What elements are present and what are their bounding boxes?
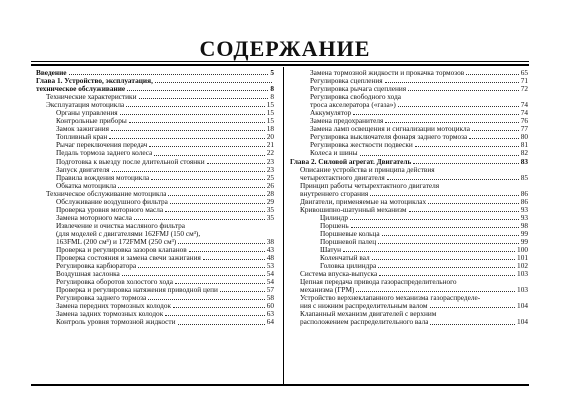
toc-entry-title: Замена задних тормозных колодок <box>56 310 164 319</box>
toc-entry-page: 58 <box>266 293 274 303</box>
toc-entry <box>36 125 274 133</box>
toc-entry-page: 98 <box>520 220 528 230</box>
dot-leader <box>126 106 264 107</box>
toc-entry <box>290 117 528 125</box>
toc-entry-title: Замок зажигания <box>56 125 109 134</box>
dot-leader <box>139 98 269 99</box>
toc-entry <box>36 109 274 117</box>
toc-entry-title: Регулировка карбюратора <box>56 262 137 271</box>
dot-leader <box>408 90 519 91</box>
toc-entry-title: Проверка и регулировка натяжения приводной цепи <box>56 286 218 295</box>
toc-entry-page: 85 <box>520 172 528 182</box>
toc-entry-title: Воздушная заслонка <box>56 270 120 279</box>
toc-entry-page: 35 <box>266 204 274 214</box>
toc-entry <box>290 294 528 302</box>
dot-leader <box>370 195 518 196</box>
dot-leader <box>356 291 515 292</box>
toc-entry-page: 18 <box>266 124 274 134</box>
toc-entry <box>290 278 528 286</box>
toc-entry-title: Система впуска-выпуска <box>300 270 378 279</box>
dot-leader <box>385 82 519 83</box>
toc-entry-title: Кривошипно-шатунный механизм <box>300 205 407 214</box>
toc-entry-page: 80 <box>520 132 528 142</box>
toc-entry-page: 26 <box>266 180 274 190</box>
dot-leader <box>382 235 519 236</box>
toc-entry-title: механизма (ГРМ) <box>300 286 355 295</box>
toc-entry-title: Контрольные приборы <box>56 117 127 126</box>
toc-entry <box>36 302 274 310</box>
page-title: СОДЕРЖАНИЕ <box>199 36 371 61</box>
toc-entry-page: 63 <box>266 309 274 319</box>
toc-entry-page: 102 <box>517 261 528 271</box>
dot-leader <box>378 243 519 244</box>
toc-entry <box>36 206 274 214</box>
dot-leader <box>469 138 518 139</box>
toc-entry-title: Регулировка свободного хода <box>310 92 402 102</box>
toc-entry <box>290 166 528 174</box>
toc-entry-page: 99 <box>520 228 528 238</box>
dot-leader <box>134 219 265 220</box>
dot-leader <box>170 203 265 204</box>
toc-right-column <box>290 69 528 327</box>
dot-leader <box>343 251 515 252</box>
toc-entry-title: Подготовка к выезду после длительной стоянки <box>56 157 205 166</box>
toc-entry-page: 43 <box>266 245 274 255</box>
toc-entry-title: Правила вождения мотоцикла <box>56 173 150 182</box>
dot-leader <box>122 275 265 276</box>
dot-leader <box>360 155 519 156</box>
toc-entry-title: (для моделей с двигателями 162FMJ (150 см³), <box>56 228 201 238</box>
toc-entry-page: 21 <box>266 140 274 150</box>
toc-left-column <box>36 69 274 327</box>
toc-entry-title: Замена ламп освещения и сигнализации мотоцикла <box>310 125 470 134</box>
toc-entry-title: четырехтактного двигателя <box>300 173 385 182</box>
toc-entry-title: Техническое обслуживание мотоцикла <box>46 189 167 198</box>
toc-entry-title: Эксплуатация мотоцикла <box>46 101 125 110</box>
toc-entry <box>290 214 528 222</box>
dot-leader <box>178 243 264 244</box>
toc-entry-page: 101 <box>517 253 528 263</box>
toc-entry-page: 93 <box>520 204 528 214</box>
toc-entry-page: 83 <box>520 156 528 166</box>
toc-entry-title: Принцип работы четырехтактного двигателя <box>300 180 440 190</box>
toc-entry-title: Поршень <box>320 221 349 230</box>
dot-leader <box>175 283 265 284</box>
dot-leader <box>409 211 519 212</box>
dot-leader <box>203 259 265 260</box>
dot-leader <box>165 211 265 212</box>
toc-entry-page: 104 <box>517 317 528 327</box>
toc-entry-title: Обслуживание воздушного фильтра <box>56 197 168 206</box>
title-rule-thick <box>31 64 529 66</box>
dot-leader <box>151 179 265 180</box>
dot-leader <box>379 275 515 276</box>
toc-entry-title: Цилиндр <box>320 213 348 222</box>
toc-entry-page: 103 <box>517 269 528 279</box>
toc-entry <box>290 69 528 77</box>
toc-entry-title: Поршневой палец <box>320 237 377 246</box>
toc-entry-title: Проверка уровня моторного масла <box>56 205 164 214</box>
toc-entry-title: Технические характеристики <box>46 93 137 102</box>
toc-entry-page: 23 <box>266 164 274 174</box>
toc-entry <box>290 198 528 206</box>
dot-leader <box>155 82 272 83</box>
toc-entry-title: ния с нижним распределительным валом <box>300 302 428 311</box>
toc-entry-title: 163FML (200 см³) и 172FMM (250 см³) <box>56 237 177 246</box>
dot-leader <box>138 267 265 268</box>
toc-entry-page: 28 <box>266 188 274 198</box>
toc-entry-page: 93 <box>520 212 528 222</box>
dot-leader <box>165 315 264 316</box>
toc-entry-page: 5 <box>270 68 274 77</box>
toc-entry-title: Запуск двигателя <box>56 165 110 174</box>
toc-entry-page: 29 <box>266 196 274 206</box>
dot-leader <box>109 138 264 139</box>
toc-entry-title: Топливный кран <box>56 133 108 142</box>
toc-entry <box>36 230 274 238</box>
toc-entry <box>36 101 274 109</box>
dot-leader <box>430 307 516 308</box>
toc-entry-title: Рычаг переключения передач <box>56 141 148 150</box>
toc-entry-title: Головка цилиндра <box>320 262 377 271</box>
toc-entry-page: 48 <box>266 253 274 263</box>
toc-entry-page: 86 <box>520 196 528 206</box>
dot-leader <box>189 251 265 252</box>
dot-leader <box>112 171 265 172</box>
dot-leader <box>372 259 515 260</box>
toc-entry-page: 100 <box>517 245 528 255</box>
dot-leader <box>387 179 519 180</box>
toc-entry-title: Глава 1. Устройство, эксплуатация, <box>36 77 153 86</box>
toc-entry-page: 38 <box>266 236 274 246</box>
toc-entry <box>36 270 274 278</box>
toc-entry <box>36 190 274 198</box>
toc-entry-title: Замена предохранителя <box>310 117 384 126</box>
toc-entry-page: 86 <box>520 188 528 198</box>
dot-leader <box>428 203 519 204</box>
toc-entry-title: троса акселератора («газа») <box>310 101 396 110</box>
toc-entry-page: 54 <box>266 277 274 287</box>
toc-entry-page: 77 <box>520 124 528 134</box>
toc-entry-page: 20 <box>266 132 274 142</box>
toc-entry-page: 81 <box>520 140 528 150</box>
toc-entry-page: 60 <box>266 301 274 311</box>
toc-entry-title: Клапанный механизм двигателей с верхним <box>300 309 437 319</box>
toc-entry-page: 54 <box>266 269 274 279</box>
toc-entry <box>290 133 528 141</box>
toc-entry-title: Педаль тормоза заднего колеса <box>56 149 153 158</box>
toc-entry-title: Коленчатый вал <box>320 254 370 263</box>
toc-entry <box>290 141 528 149</box>
toc-entry-page: 25 <box>266 172 274 182</box>
toc-entry-page: 53 <box>266 261 274 271</box>
toc-entry-title: Цепная передача привода газораспределительного <box>300 277 457 287</box>
toc-entry-page: 103 <box>517 285 528 295</box>
toc-entry <box>36 182 274 190</box>
bottom-rule <box>31 384 529 386</box>
toc-entry-title: Регулировка оборотов холостого хода <box>56 278 173 287</box>
dot-leader <box>466 74 518 75</box>
toc-entry-title: Замена тормозной жидкости и прокачка тормозов <box>310 69 465 77</box>
toc-entry-page: 57 <box>266 285 274 295</box>
toc-entry <box>36 246 274 254</box>
dot-leader <box>378 267 515 268</box>
dot-leader <box>353 114 519 115</box>
toc-entry-page: 15 <box>266 100 274 110</box>
dot-leader <box>178 324 265 325</box>
toc-entry-title: Аккумулятор <box>310 109 352 118</box>
toc-entry-title: внутреннего сгорания <box>300 189 369 198</box>
dot-leader <box>129 122 265 123</box>
toc-entry <box>290 246 528 254</box>
toc-entry <box>290 182 528 190</box>
dot-leader <box>69 74 269 75</box>
toc-entry-title: Колеса и шины <box>310 149 358 158</box>
toc-entry-page: 8 <box>270 84 274 94</box>
toc-entry <box>36 77 274 85</box>
toc-entry-title: Глава 2. Силовой агрегат. Двигатель <box>290 157 412 166</box>
toc-entry <box>290 77 528 85</box>
toc-entry-title: Контроль уровня тормозной жидкости <box>56 318 176 327</box>
dot-leader <box>350 219 519 220</box>
dot-leader <box>120 114 265 115</box>
toc-entry <box>290 109 528 117</box>
toc-entry <box>290 230 528 238</box>
toc-entry-page: 8 <box>270 92 274 102</box>
toc-entry <box>36 149 274 157</box>
toc-entry-title: Замена передних тормозных колодок <box>56 302 172 311</box>
dot-leader <box>127 90 268 91</box>
toc-entry <box>36 141 274 149</box>
toc-entry-title: техническое обслуживание <box>36 85 126 94</box>
toc-entry-title: расположением распределительного вала <box>300 318 429 327</box>
toc-entry <box>36 286 274 294</box>
toc-entry <box>290 93 528 101</box>
toc-entry-title: Регулировка жесткости подвески <box>310 141 413 150</box>
toc-entry <box>36 198 274 206</box>
toc-entry-page: 15 <box>266 108 274 118</box>
toc-entry <box>36 174 274 182</box>
toc-entry <box>36 310 274 318</box>
toc-entry <box>36 262 274 270</box>
dot-leader <box>413 163 518 164</box>
toc-entry-title: Проверка и регулировка зазоров клапанов <box>56 246 187 255</box>
toc-entry <box>36 133 274 141</box>
dot-leader <box>118 187 264 188</box>
dot-leader <box>173 307 265 308</box>
toc-entry-title: Введение <box>36 69 67 77</box>
toc-entry <box>36 85 274 93</box>
toc-entry-page: 64 <box>266 317 274 327</box>
toc-entry <box>290 190 528 198</box>
toc-entry <box>36 318 274 326</box>
toc-entry-title: Обкатка мотоцикла <box>56 181 117 190</box>
column-divider <box>283 67 284 384</box>
toc-entry-page: 74 <box>520 100 528 110</box>
toc-entry-page: 99 <box>520 236 528 246</box>
toc-entry-page: 76 <box>520 116 528 126</box>
toc-entry-title: Двигатели, применяемые на мотоциклах <box>300 197 427 206</box>
dot-leader <box>430 324 515 325</box>
toc-entry-title: Регулировка рычага сцепления <box>310 85 407 94</box>
toc-entry <box>290 206 528 214</box>
toc-entry-page: 74 <box>520 108 528 118</box>
toc-entry-title: Регулировка сцепления <box>310 77 383 86</box>
toc-entry <box>290 125 528 133</box>
toc-entry-page: 71 <box>520 76 528 86</box>
toc-entry <box>290 238 528 246</box>
toc-entry-title: Регулировка заднего тормоза <box>56 294 147 303</box>
toc-entry-title: Замена моторного масла <box>56 213 133 222</box>
dot-leader <box>220 291 265 292</box>
toc-entry-page: 104 <box>517 301 528 311</box>
toc-entry-page: 23 <box>266 156 274 166</box>
dot-leader <box>415 146 519 147</box>
toc-entry <box>290 101 528 109</box>
toc-entry <box>290 310 528 318</box>
dot-leader <box>149 146 264 147</box>
toc-entry <box>290 149 528 157</box>
toc-entry-title: Извлечение и очистка масляного фильтра <box>56 220 186 230</box>
dot-leader <box>154 155 264 156</box>
toc-entry-page: 72 <box>520 84 528 94</box>
toc-entry-page: 82 <box>520 148 528 158</box>
toc-entry <box>36 69 274 77</box>
toc-entry-title: Регулировка выключателя фонаря заднего тормоза <box>310 133 468 142</box>
dot-leader <box>111 130 265 131</box>
dot-leader <box>148 299 264 300</box>
dot-leader <box>398 106 519 107</box>
title-rule-thin <box>31 61 529 62</box>
toc-entry <box>290 262 528 270</box>
toc-entry <box>36 166 274 174</box>
dot-leader <box>351 227 519 228</box>
toc-entry <box>290 254 528 262</box>
toc-entry <box>36 117 274 125</box>
toc-entry-title: Устройство верхнеклапанного механизма газораспределе- <box>300 293 481 303</box>
dot-leader <box>168 195 264 196</box>
toc-entry <box>36 254 274 262</box>
dot-leader <box>207 163 265 164</box>
toc-entry-title: Проверка состояния и замена свечи зажигания <box>56 254 201 263</box>
toc-entry-page: 65 <box>520 68 528 77</box>
dot-leader <box>472 130 519 131</box>
toc-entry <box>290 318 528 326</box>
toc-entry-page: 35 <box>266 212 274 222</box>
toc-entry <box>36 278 274 286</box>
toc-entry-title: Шатун <box>320 246 342 255</box>
toc-entry <box>36 238 274 246</box>
toc-entry <box>36 158 274 166</box>
toc-entry <box>36 93 274 101</box>
toc-entry <box>290 222 528 230</box>
toc-entry-title: Описание устройства и принципа действия <box>300 164 435 174</box>
toc-entry-title: Органы управления <box>56 109 118 118</box>
dot-leader <box>385 122 518 123</box>
toc-entry-title: Поршневые кольца <box>320 229 380 238</box>
toc-entry <box>36 294 274 302</box>
toc-entry-page: 15 <box>266 116 274 126</box>
toc-entry-page: 22 <box>266 148 274 158</box>
